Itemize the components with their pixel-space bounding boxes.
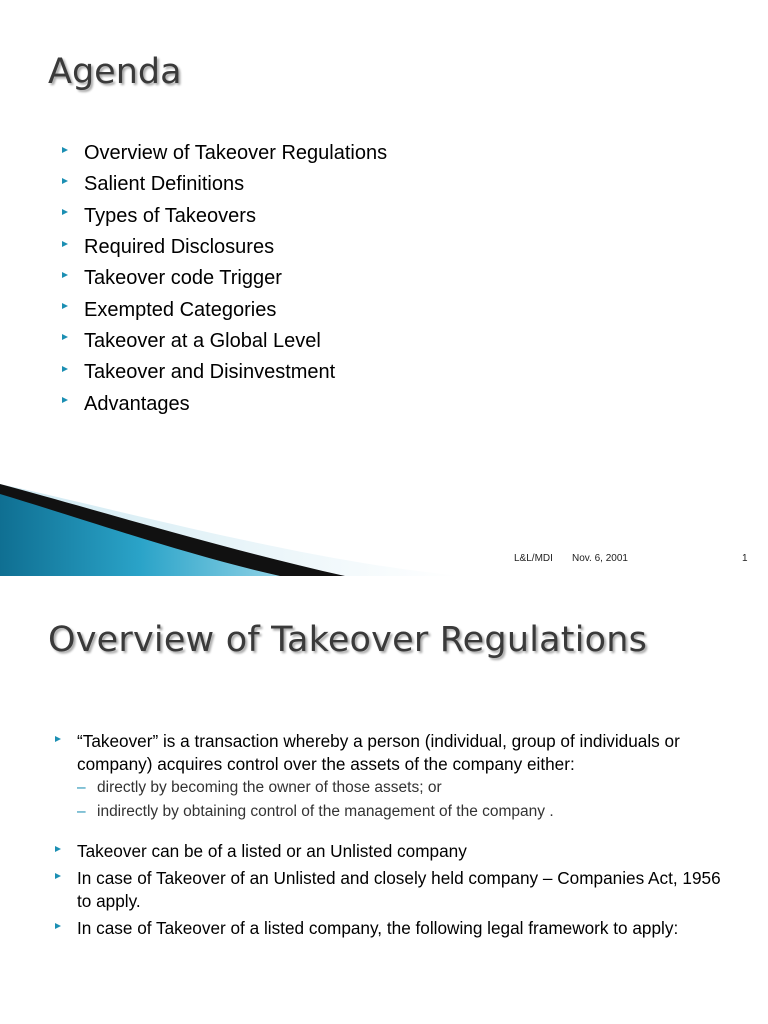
list-item: In case of Takeover of an Unlisted and closely held company – Companies Act, 1956 to apply.: [55, 867, 735, 913]
list-item: Takeover and Disinvestment: [62, 357, 387, 388]
list-item: Takeover code Trigger: [62, 263, 387, 294]
bullet-arrow-icon: [62, 303, 68, 309]
sub-list-item: – directly by becoming the owner of those assets; or: [77, 776, 735, 800]
bullet-arrow-icon: [62, 397, 68, 403]
slide-content: [55, 730, 735, 940]
list-item: “Takeover” is a transaction whereby a person (individual, group of individuals or company) acquires control over the assets of the company either:: [55, 730, 735, 776]
bullet-arrow-icon: [62, 241, 68, 247]
dash-bullet-icon: –: [77, 803, 86, 820]
dash-bullet-icon: –: [77, 779, 86, 796]
list-item: Takeover can be of a listed or an Unlisted company: [55, 840, 735, 863]
list-item: Salient Definitions: [62, 169, 387, 200]
page-number: 1: [742, 553, 748, 564]
list-item: Advantages: [62, 388, 387, 419]
bullet-arrow-icon: [62, 334, 68, 340]
footer-date: Nov. 6, 2001: [572, 553, 628, 564]
list-item: Overview of Takeover Regulations: [62, 138, 387, 169]
agenda-list: [62, 138, 387, 420]
list-item: Types of Takeovers: [62, 201, 387, 232]
bullet-arrow-icon: [62, 272, 68, 278]
bullet-arrow-icon: [55, 846, 61, 852]
slide-title: Overview of Takeover Regulations: [48, 620, 648, 660]
list-item: In case of Takeover of a listed company, the following legal framework to apply:: [55, 917, 735, 940]
bullet-arrow-icon: [62, 209, 68, 215]
list-item: Required Disclosures: [62, 232, 387, 263]
slide-title: Agenda: [48, 52, 182, 92]
bullet-arrow-icon: [55, 923, 61, 929]
list-item: Takeover at a Global Level: [62, 326, 387, 357]
list-item: Exempted Categories: [62, 294, 387, 325]
bullet-arrow-icon: [62, 178, 68, 184]
spacer: [55, 824, 735, 840]
bullet-arrow-icon: [55, 873, 61, 879]
bullet-arrow-icon: [62, 366, 68, 372]
overview-slide: [0, 576, 768, 1024]
decorative-wave: [0, 470, 460, 576]
bullet-arrow-icon: [55, 736, 61, 742]
bullet-arrow-icon: [62, 147, 68, 153]
sub-list-item: – indirectly by obtaining control of the management of the company .: [77, 800, 735, 824]
footer-org: L&L/MDI: [514, 553, 553, 564]
